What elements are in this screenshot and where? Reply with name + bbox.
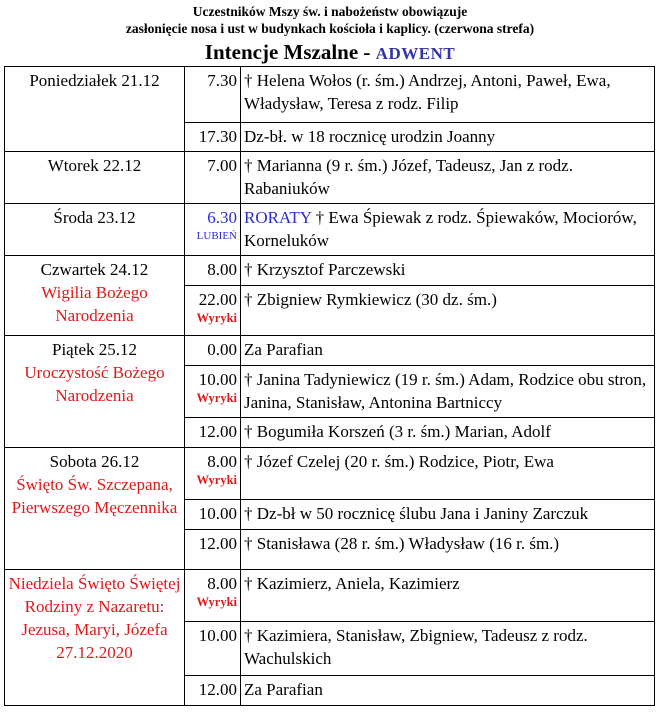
day-cell [5, 336, 185, 448]
intention-cell [241, 204, 655, 256]
day-cell [5, 152, 185, 204]
mass-time: 10.00 [198, 626, 237, 645]
table-row [5, 256, 655, 286]
table-row [5, 448, 655, 500]
mass-location: Wyryki [196, 595, 237, 609]
intention-text: † Dz-bł w 50 rocznicę ślubu Jana i Janiny Zarczuk [244, 504, 589, 523]
title-text: Intencje Mszalne - [204, 40, 376, 64]
intention-cell [241, 530, 655, 570]
mass-time-cell [185, 67, 241, 123]
intention-text: † Józef Czelej (20 r. śm.) Rodzice, Piotr, Ewa [244, 452, 554, 471]
mass-time: 6.30 [207, 208, 237, 227]
intention-text: † Janina Tadyniewicz (19 r. śm.) Adam, Rodzice obu stron, Janina, Stanisław, Antonina Bartniccy [244, 370, 647, 412]
mass-time: 7.30 [207, 71, 237, 90]
intention-cell [241, 366, 655, 418]
intention-cell [241, 67, 655, 123]
mass-time-cell [185, 500, 241, 530]
day-label: Poniedziałek 21.12 [29, 71, 160, 90]
page-title [0, 39, 660, 67]
intention-text: † Marianna (9 r. śm.) Józef, Tadeusz, Jan z rodz. Rabaniuków [244, 156, 573, 198]
mass-time-cell [185, 336, 241, 366]
mass-time-cell [185, 676, 241, 706]
mass-time-cell [185, 418, 241, 448]
intention-text: † Zbigniew Rymkiewicz (30 dz. śm.) [244, 290, 497, 309]
day-label: Wtorek 22.12 [47, 156, 142, 175]
day-cell [5, 67, 185, 152]
intention-cell [241, 418, 655, 448]
mass-location: Wyryki [196, 473, 237, 487]
mass-time-cell [185, 286, 241, 336]
mass-location: Wyryki [196, 391, 237, 405]
mass-location: Wyryki [196, 311, 237, 325]
mass-time-cell [185, 570, 241, 622]
table-row [5, 67, 655, 123]
mass-time-cell [185, 204, 241, 256]
feast-note: Uroczystość Bożego Narodzenia [24, 363, 165, 405]
intention-text: † Krzysztof Parczewski [244, 260, 406, 279]
mass-time: 8.00 [207, 452, 237, 471]
feast-note: Wigilia Bożego Narodzenia [41, 283, 148, 325]
day-cell [5, 448, 185, 570]
intention-text: Za Parafian [244, 680, 323, 699]
intention-text: Dz-bł. w 18 rocznicę urodzin Joanny [244, 127, 496, 146]
mass-time-cell [185, 622, 241, 676]
mass-time: 0.00 [207, 340, 237, 359]
notice [0, 0, 660, 37]
table-row [5, 336, 655, 366]
day-label: Sobota 26.12 [49, 452, 140, 471]
table-row [5, 570, 655, 622]
intention-cell [241, 448, 655, 500]
mass-time: 22.00 [198, 290, 237, 309]
feast-note: Niedziela Święto Świętej Rodziny z Nazaretu: Jezusa, Maryi, Józefa 27.12.2020 [8, 574, 181, 662]
intention-cell [241, 570, 655, 622]
mass-time: 17.30 [198, 127, 237, 146]
day-cell [5, 204, 185, 256]
intentions-table [4, 66, 655, 706]
intention-cell [241, 676, 655, 706]
intention-cell [241, 622, 655, 676]
intention-cell [241, 286, 655, 336]
intention-text: † Kazimierz, Aniela, Kazimierz [244, 574, 460, 593]
mass-location: LUBIEŃ [196, 230, 237, 242]
intention-cell [241, 152, 655, 204]
mass-time: 8.00 [207, 260, 237, 279]
mass-time: 12.00 [198, 534, 237, 553]
feast-note: Święto Św. Szczepana, Pierwszego Męczennika [11, 475, 178, 517]
intention-text: † Ewa Śpiewak z rodz. Śpiewaków, Mociorów, Korneluków [244, 208, 637, 250]
day-cell [5, 256, 185, 336]
day-cell [5, 570, 185, 706]
roraty-label: RORATY [244, 208, 312, 227]
mass-time: 10.00 [198, 370, 237, 389]
intention-text: † Kazimiera, Stanisław, Zbigniew, Tadeusz z rodz. Wachulskich [244, 626, 588, 668]
intention-text: † Stanisława (28 r. śm.) Władysław (16 r. śm.) [244, 534, 560, 553]
intention-cell [241, 336, 655, 366]
intention-cell [241, 256, 655, 286]
notice-line-1: Uczestników Mszy św. i nabożeństw obowiązuje [192, 4, 468, 19]
day-label: Czwartek 24.12 [40, 260, 149, 279]
mass-time: 12.00 [198, 422, 237, 441]
intention-text: Za Parafian [244, 340, 323, 359]
intention-text: † Helena Wołos (r. śm.) Andrzej, Antoni, Paweł, Ewa, Władysław, Teresa z rodz. Filip [244, 71, 611, 113]
mass-time-cell [185, 152, 241, 204]
notice-line-2: zasłonięcie nosa i ust w budynkach kościoła i kaplicy. (czerwona strefa) [125, 21, 535, 36]
table-row [5, 152, 655, 204]
mass-time-cell [185, 448, 241, 500]
mass-time: 8.00 [207, 574, 237, 593]
mass-time-cell [185, 366, 241, 418]
mass-time: 7.00 [207, 156, 237, 175]
intention-cell [241, 123, 655, 152]
intention-cell [241, 500, 655, 530]
title-accent: ADWENT [375, 44, 456, 63]
mass-time: 12.00 [198, 680, 237, 699]
mass-time-cell [185, 123, 241, 152]
day-label: Piątek 25.12 [52, 340, 137, 359]
mass-time-cell [185, 530, 241, 570]
mass-time-cell [185, 256, 241, 286]
mass-time: 10.00 [198, 504, 237, 523]
day-label: Środa 23.12 [53, 208, 136, 227]
table-row [5, 204, 655, 256]
intention-text: † Bogumiła Korszeń (3 r. śm.) Marian, Adolf [244, 422, 551, 441]
